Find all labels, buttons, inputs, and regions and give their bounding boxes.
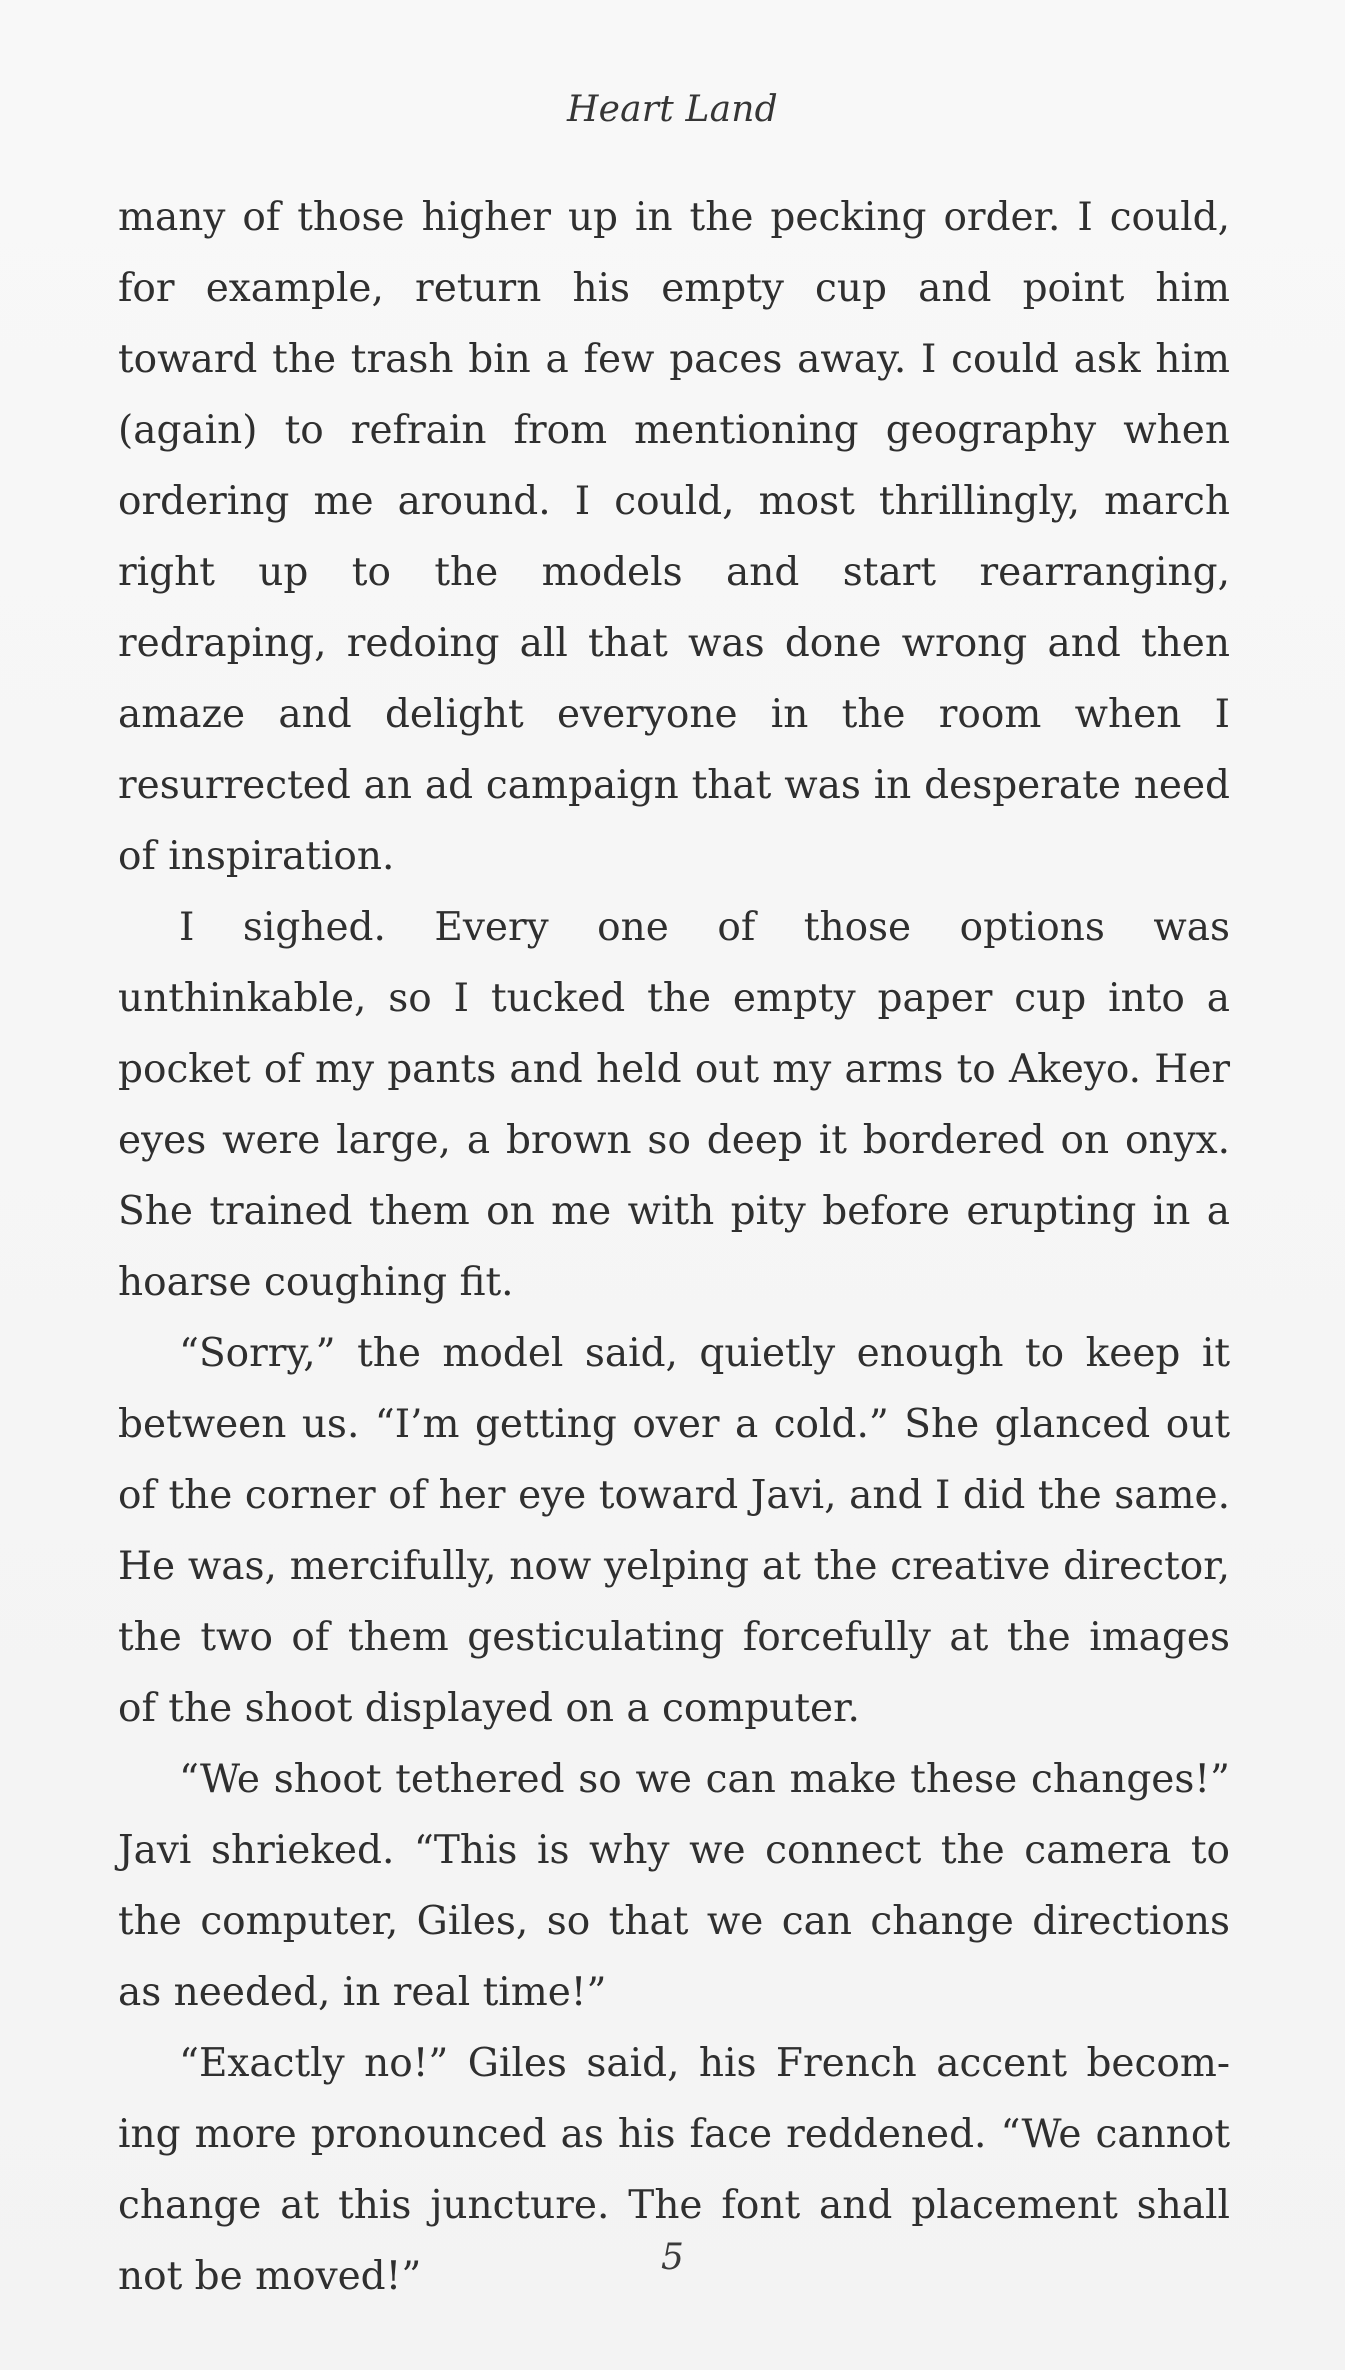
body-text bbox=[118, 182, 1230, 2312]
page-number: 5 bbox=[661, 2237, 684, 2278]
paragraph-5: “Exactly no!” Giles said, his French accent becoming more pronounced as his face reddened. “We cannot change at this juncture. The font and placement shall not be moved!” bbox=[118, 2041, 1230, 2299]
paragraph-3: “Sorry,” the model said, quietly enough to keep it between us. “I’m getting over a cold.” She glanced out of the corner of her eye toward Javi, and I did the same. He was, mercifully, now yelping at the creative director, the two of them gesticulating forcefully at the images of the shoot displayed on a computer. bbox=[118, 1331, 1230, 1731]
paragraph-4: “We shoot tethered so we can make these changes!” Javi shrieked. “This is why we connect the camera to the computer, Giles, so that we can change directions as needed, in real time!” bbox=[118, 1757, 1230, 2015]
paragraph-1: many of those higher up in the pecking order. I could, for example, return his empty cup and point him toward the trash bin a few paces away. I could ask him (again) to refrain from mentioning geography when ordering me around. I could, most thrillingly, march right up to the models and start rearranging, redraping, redoing all that was done wrong and then amaze and delight everyone in the room when I resurrected an ad campaign that was in desperate need of inspiration. bbox=[118, 195, 1230, 879]
paragraph-2: I sighed. Every one of those options was unthinkable, so I tucked the empty paper cup into a pocket of my pants and held out my arms to Akeyo. Her eyes were large, a brown so deep it bordered on onyx. She trained them on me with pity before erupting in a hoarse coughing fit. bbox=[118, 905, 1230, 1305]
running-head-title: Heart Land bbox=[567, 89, 778, 130]
